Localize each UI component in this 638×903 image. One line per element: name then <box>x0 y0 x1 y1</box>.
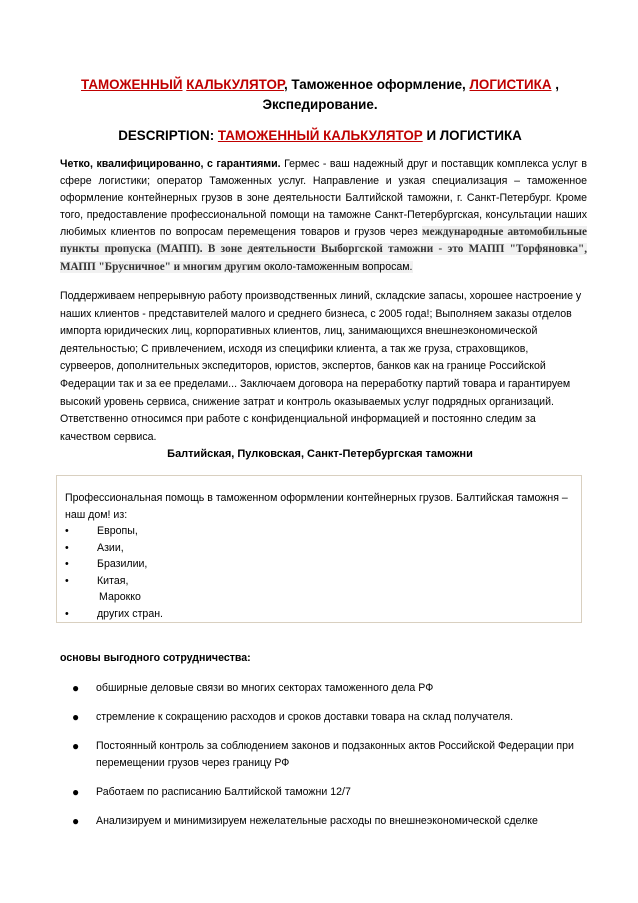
list-item <box>70 784 590 801</box>
bullet-icon: • <box>65 607 69 620</box>
list-item <box>65 573 573 590</box>
page-title <box>70 75 570 115</box>
list-item <box>70 738 590 772</box>
list-item-label: Бразилии, <box>97 558 148 570</box>
list-item-label: Работаем по расписанию Балтийской таможни 12/7 <box>96 786 351 798</box>
list-item-label: обширные деловые связи во многих секторах таможенного дела РФ <box>96 682 434 694</box>
intro-paragraph <box>60 156 587 276</box>
list-item-label: других стран. <box>97 607 163 620</box>
container-info-box <box>56 475 582 623</box>
description-label: DESCRIPTION: <box>118 128 215 143</box>
bullet-icon: • <box>65 574 69 587</box>
title-comma: , <box>555 77 559 92</box>
intro-text: Гермес - ваш надежный друг и поставщик комплекса услуг в сфере логистики; оператор Таможенных услуг. Направление и узкая специализация – таможенное оформление контейнерных грузов в зоне деятельности Балтийской таможни, г. Санкт-Петербург. Кроме того, предоставление профессиональной помощи на таможне Санкт-Петербургская, консультации наших любимых клиентов по вопросам перемещения товаров и грузов через <box>60 158 587 239</box>
list-item-label: Европы, <box>97 525 138 537</box>
cooperation-heading: основы выгодного сотрудничества: <box>60 652 251 664</box>
list-item <box>65 523 573 540</box>
list-item <box>70 813 590 830</box>
title-link-logistics[interactable]: ЛОГИСТИКА <box>469 77 552 92</box>
bullet-icon: • <box>65 558 69 570</box>
advantages-list <box>70 680 590 842</box>
bullet-icon: • <box>65 525 69 537</box>
list-item <box>70 680 590 697</box>
list-item-label: Анализируем и минимизируем нежелательные расходы по внешнеэкономической сделке <box>96 815 538 827</box>
title-link-calculator[interactable]: КАЛЬКУЛЯТОР <box>186 77 284 92</box>
services-paragraph: Поддерживаем непрерывную работу производственных линий, складские запасы, хорошее настроение у наших клиентов - представителей малого и среднего бизнеса, с 2005 года!; Выполняем заказы отделов импорта юридических лиц, корпоративных клиентов, лиц, занимающихся внешнеэкономической деятельностью; С привлечением, исходя из специфики клиента, а так же груза, страховщиков, сурвееров, дополнительных экспедиторов, юристов, экспертов, банков как на границе Российской Федерации так и за ее пределами... Заключаем договора на переработку партий товара и гарантируем высокий уровень сервиса, снижение затрат и контроль оказываемых услуг подрядных организаций. Ответственно относимся при работе с конфиденциальной информацией и постоянно следим за качеством сервиса. <box>60 290 582 443</box>
list-item <box>65 589 573 606</box>
title-second-line: Экспедирование. <box>262 97 378 112</box>
description-heading <box>60 128 580 143</box>
title-link-customs[interactable]: ТАМОЖЕННЫЙ <box>80 77 183 92</box>
description-link-calculator[interactable]: ТАМОЖЕННЫЙ КАЛЬКУЛЯТОР <box>217 128 423 143</box>
list-item <box>65 556 573 573</box>
customs-subheading: Балтийская, Пулковская, Санкт-Петербургская таможни <box>167 448 473 460</box>
intro-bold-lead: Четко, квалифицированно, с гарантиями. <box>60 158 281 170</box>
bullet-icon: ● <box>72 710 80 724</box>
description-tail: И ЛОГИСТИКА <box>426 128 522 143</box>
list-item-label: Азии, <box>97 541 124 554</box>
list-item-label: стремление к сокращению расходов и сроков доставки товара на склад получателя. <box>96 711 514 723</box>
intro-serif-text: международные автомобильные пункты пропуска (МАПП). В зоне деятельности Выборгской таможни - это МАПП "Торфяновка", МАПП "Брусничное" и многим другим <box>60 226 587 273</box>
list-item-label: Марокко <box>99 591 141 603</box>
bullet-icon: ● <box>72 785 80 799</box>
list-item <box>65 606 573 623</box>
intro-tail: около-таможенным вопросам. <box>261 260 413 273</box>
list-item-label: Постоянный контроль за соблюдением законов и подзаконных актов Российской Федерации при перемещении грузов через границу РФ <box>96 740 574 769</box>
bullet-icon: ● <box>72 814 80 828</box>
bullet-icon: ● <box>72 681 80 695</box>
list-item <box>70 709 590 726</box>
bullet-icon: ● <box>72 739 80 753</box>
bullet-icon: • <box>65 541 69 554</box>
box-text: Профессиональная помощь в таможенном оформлении контейнерных грузов. Балтийская таможня – наш дом! из: <box>65 492 568 521</box>
list-item-label: Китая, <box>97 574 129 587</box>
list-item <box>65 540 573 557</box>
title-text: , Таможенное оформление, <box>283 77 466 92</box>
origin-list <box>65 523 573 622</box>
